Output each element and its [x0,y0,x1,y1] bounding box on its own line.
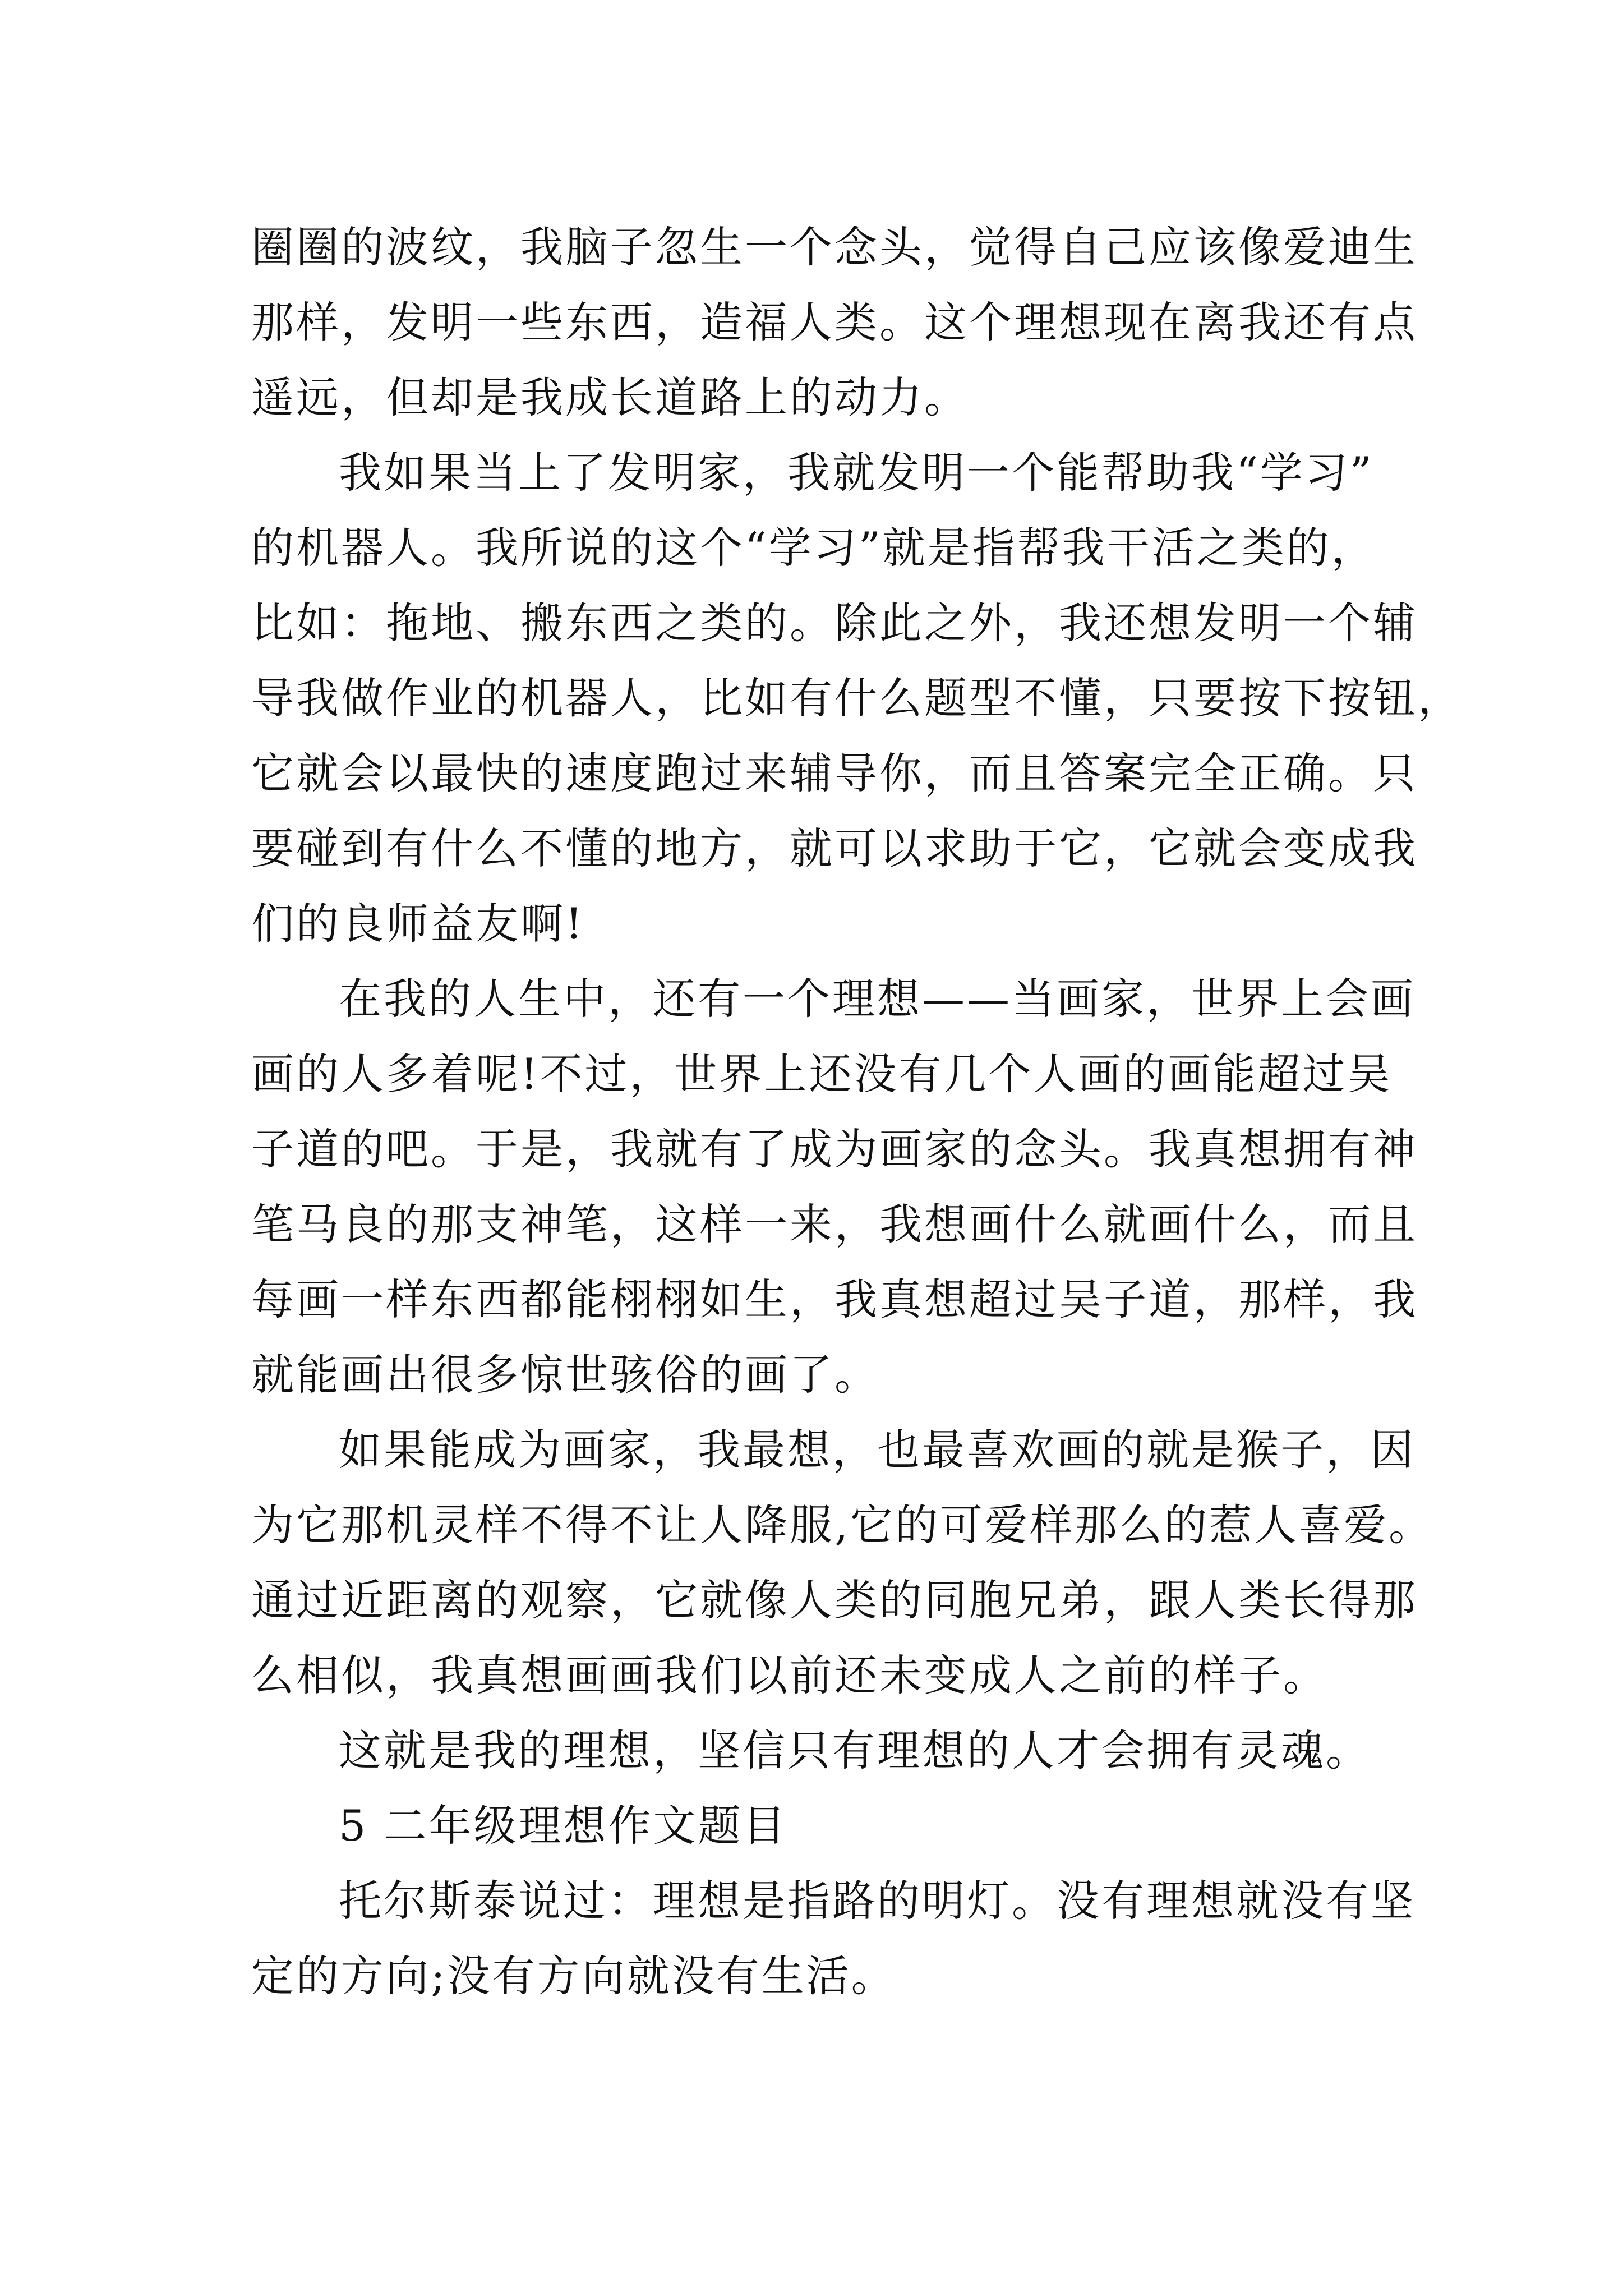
text-line: 笔马良的那支神笔，这样一来，我想画什么就画什么，而且 [251,1199,1418,1249]
paragraph-1 [251,210,1418,435]
text-line: 导我做作业的机器人，比如有什么题型不懂，只要按下按钮， [251,673,1463,723]
heading-line: 5 二年级理想作文题目 [339,1801,788,1851]
text-line: 圈圈的波纹，我脑子忽生一个念头，觉得自己应该像爱迪生 [251,222,1418,272]
text-line: 就能画出很多惊世骇俗的画了。 [251,1350,879,1400]
text-line: 子道的吧。于是，我就有了成为画家的念头。我真想拥有神 [251,1124,1418,1174]
text-line: 为它那机灵样不得不让人降服,它的可爱样那么的惹人喜爱。 [251,1500,1434,1550]
text-line: 比如：拖地、搬东西之类的。除此之外，我还想发明一个辅 [251,598,1418,648]
text-line: 么相似，我真想画画我们以前还未变成人之前的样子。 [251,1650,1328,1700]
text-line: 遥远，但却是我成长道路上的动力。 [251,372,969,422]
section-heading [251,1788,1395,1864]
text-line: 的机器人。我所说的这个“学习”就是指帮我干活之类的， [251,523,1376,573]
paragraph-5 [251,1713,1395,1788]
text-line: 在我的人生中，还有一个理想——当画家，世界上会画 [339,974,1415,1024]
text-line: 我如果当上了发明家，我就发明一个能帮助我“学习” [339,448,1374,498]
paragraph-4 [251,1412,1434,1713]
paragraph-2 [251,435,1463,961]
text-line: 画的人多着呢!不过，世界上还没有几个人画的画能超过吴 [251,1049,1393,1099]
paragraph-3 [251,961,1418,1412]
text-line: 定的方向;没有方向就没有生活。 [251,1951,896,2001]
text-line: 要碰到有什么不懂的地方，就可以求助于它，它就会变成我 [251,823,1418,873]
text-line: 托尔斯泰说过：理想是指路的明灯。没有理想就没有坚 [339,1876,1415,1926]
text-line: 如果能成为画家，我最想，也最喜欢画的就是猴子，因 [339,1425,1415,1475]
text-line: 们的良师益友啊! [251,899,585,949]
text-line: 通过近距离的观察，它就像人类的同胞兄弟，跟人类长得那 [251,1575,1418,1625]
paragraph-6 [251,1864,1415,2014]
text-line: 这就是我的理想，坚信只有理想的人才会拥有灵魂。 [339,1726,1371,1775]
text-line: 每画一样东西都能栩栩如生，我真想超过吴子道，那样，我 [251,1274,1418,1324]
document-body [251,210,1463,2014]
text-line: 那样，发明一些东西，造福人类。这个理想现在离我还有点 [251,297,1418,347]
text-line: 它就会以最快的速度跑过来辅导你，而且答案完全正确。只 [251,748,1418,798]
